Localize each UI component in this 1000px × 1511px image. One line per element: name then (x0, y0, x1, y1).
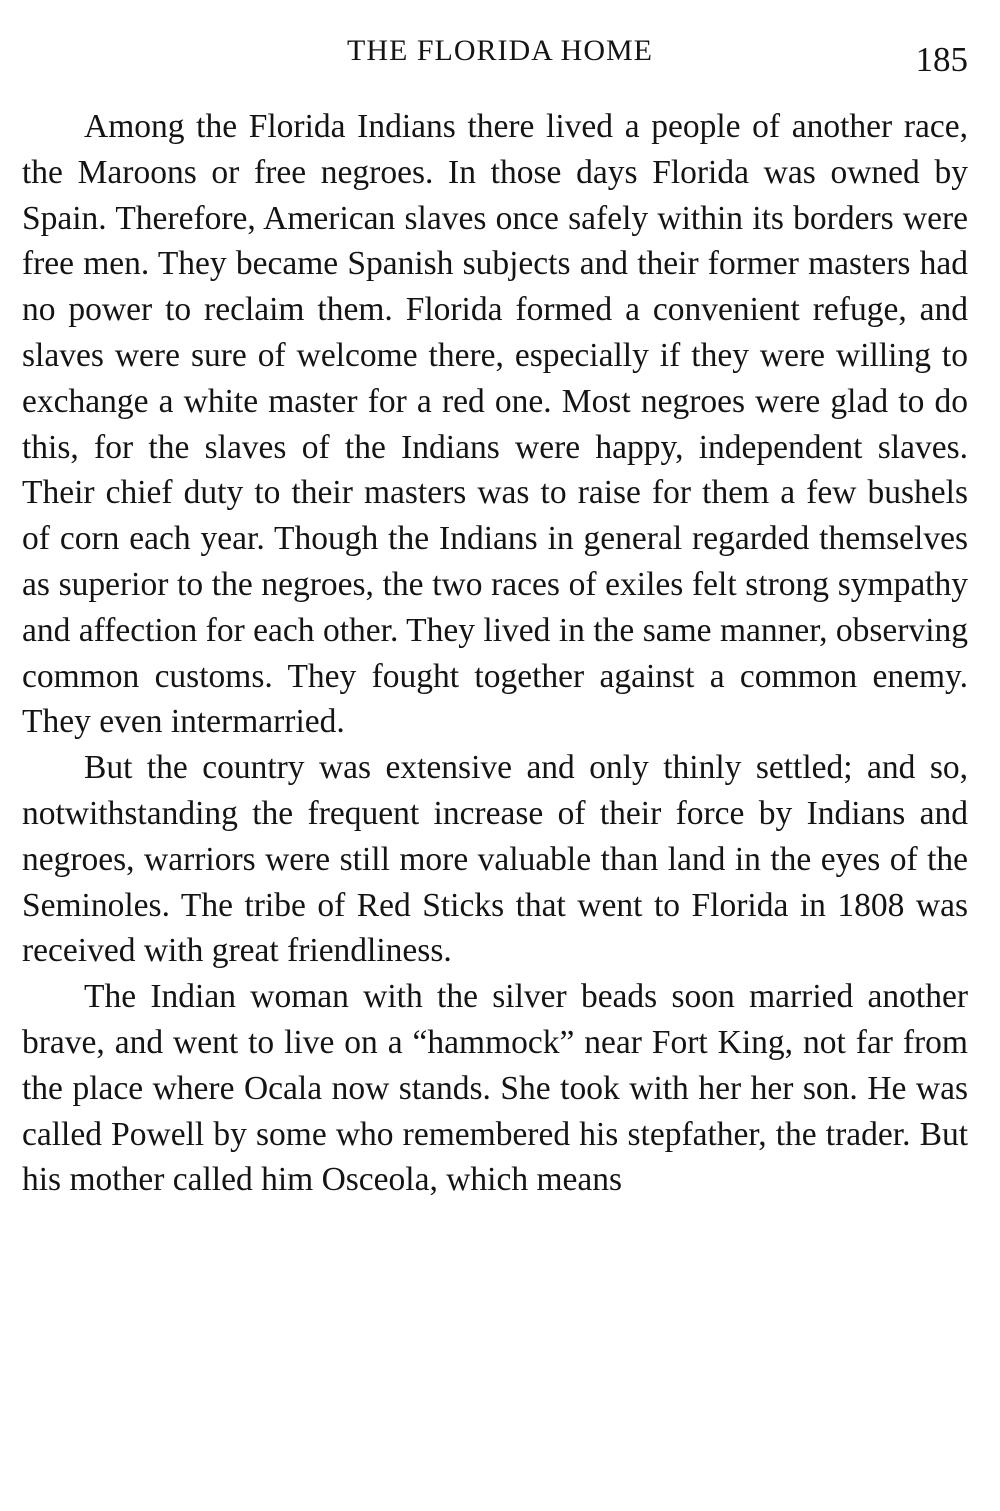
paragraph: Among the Florida Indians there lived a people of another race, the Maroons or free negroes. In those days Florida was owned by Spain. Therefore, American slaves once safely within its borders were free men. They became Spanish subjects and their former masters had no power to reclaim them. Florida formed a convenient refuge, and slaves were sure of welcome there, especially if they were willing to exchange a white master for a red one. Most negroes were glad to do this, for the slaves of the Indians were happy, independent slaves. Their chief duty to their masters was to raise for them a few bushels of corn each year. Though the Indians in general regarded themselves as superior to the negroes, the two races of exiles felt strong sympathy and affection for each other. They lived in the same manner, observing common customs. They fought together against a common enemy. They even intermarried. (22, 108, 968, 741)
page-number: 185 (915, 40, 968, 79)
body-text (22, 104, 968, 1203)
paragraph: But the country was extensive and only thinly settled; and so, notwithstanding the frequent increase of their force by Indians and negroes, warriors were still more valuable than land in the eyes of the Seminoles. The tribe of Red Sticks that went to Florida in 1808 was received with great friendliness. (22, 749, 968, 970)
running-head (22, 30, 968, 80)
paragraph: The Indian woman with the silver beads soon married another brave, and went to live on a “hammock” near Fort King, not far from the place where Ocala now stands. She took with her her son. He was called Powell by some who remembered his stepfather, the trader. But his mother called him Osceola, which means (22, 978, 968, 1199)
running-title: THE FLORIDA HOME (347, 34, 653, 67)
